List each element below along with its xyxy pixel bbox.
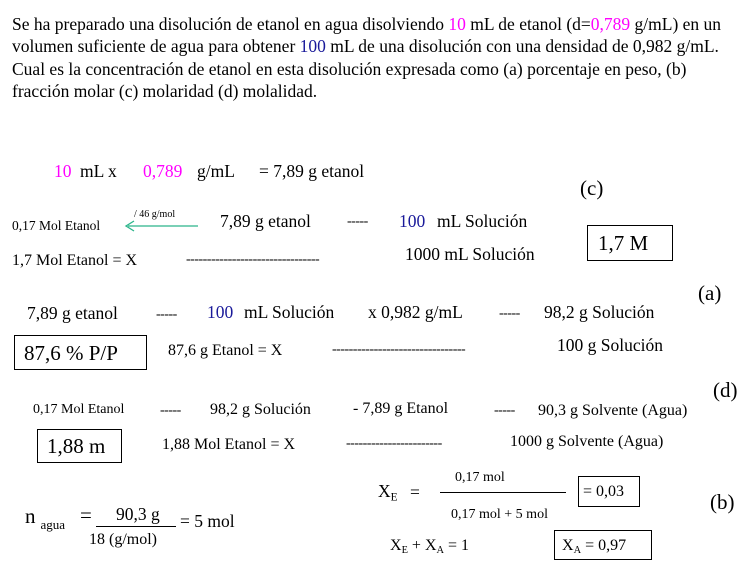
part-c-separator: ----- [347,214,368,229]
xa-result-box [554,530,652,560]
part-c-mass: 7,89 g etanol [220,211,311,231]
mass-calc-volume: 10 [54,161,72,181]
mass-calc-density: 0,789 [143,161,183,181]
xe-result: = 0,03 [583,483,625,500]
part-a-density: x 0,982 g/mL [368,302,463,322]
problem-statement: Se ha preparado una disolución de etanol en agua disolviendo 10 mL de etanol (d=0,789 g/mL) en un volumen suficiente de agua para obtener 100 mL de una disolución con una densidad de 0,982 g/mL. Cual es la concentración de etanol en esta disolución expresada como (a) porcentaje en peso, (b) fracción molar (c) molaridad (d) molalidad. [12,14,722,102]
part-d-separator-2: ----- [494,403,515,418]
n-agua-equals: = [80,503,92,527]
part-a-result-box [14,335,147,370]
part-d-minus-etanol: - 7,89 g Etanol [353,400,449,417]
part-a-solution-volume: 100 [207,302,234,322]
xe-equals: = [410,482,420,502]
n-agua-subscript: agua [40,517,66,532]
mole-fraction-sum: $X_E + X_A = 1$ [390,537,470,557]
part-a-unknown: 87,6 g Etanol = X [168,342,283,359]
water-moles: = 5 mol [180,511,235,531]
part-d-unknown: 1,88 Mol Etanol = X [162,436,296,453]
part-a-separator-1: ----- [156,307,177,322]
mass-calc-result: = 7,89 g etanol [259,161,365,181]
n-agua-symbol: n $_{agua}$ [25,504,66,532]
part-d-solvent: 90,3 g Solvente (Agua) [538,402,688,419]
water-mass: 90,3 g [116,504,160,524]
part-c-mol-etanol: 0,17 Mol Etanol [12,218,101,233]
part-a-separator-2: ----- [499,306,520,321]
volume-value: 10 [448,14,466,34]
density-value: 0,789 [590,14,631,34]
part-a-dash-line: -------------------------------- [332,342,466,357]
xe-numerator: 0,17 mol [455,470,505,485]
mass-calc-density-unit: g/mL [197,161,235,181]
xe-result-box [578,476,640,507]
part-a-label: (a) [698,281,722,305]
part-a-solution-mass: 98,2 g Solución [544,302,655,322]
part-d-label: (d) [713,378,738,402]
part-d-mol-etanol: 0,17 Mol Etanol [33,402,125,417]
part-a-solution-unit: mL Solución [244,302,335,322]
part-d-solution-mass: 98,2 g Solución [210,401,311,418]
part-c-solution-unit: mL Solución [437,211,528,231]
part-c-solution-volume: 100 [399,211,426,231]
xa-result: $X_A = 0,97$ [562,537,627,557]
xe-fraction-bar [440,492,566,493]
part-d-separator-1: ----- [160,403,181,418]
part-c-dash-line: -------------------------------- [186,252,320,267]
part-a-solution-100: 100 g Solución [557,335,663,355]
water-molar-mass: 18 (g/mol) [89,531,157,548]
part-a-result: 87,6 % P/P [24,341,118,365]
n-agua-fraction-bar [96,526,176,527]
arrow-note: / 46 g/mol [134,209,176,220]
part-c-solution-1000: 1000 mL Solución [405,244,535,264]
part-c-label: (c) [580,176,604,200]
part-d-result-box [37,429,122,463]
part-d-result: 1,88 m [47,434,106,458]
part-c-unknown: 1,7 Mol Etanol = X [12,252,138,269]
solution-volume-value: 100 [299,36,326,57]
part-b-label: (b) [710,490,735,514]
conversion-arrow-icon [120,219,200,233]
part-d-dash-line: ----------------------- [346,436,442,451]
part-c-result: 1,7 M [598,231,649,255]
mass-calc-volume-unit: mL x [80,161,117,181]
part-a-mass: 7,89 g etanol [27,303,118,323]
part-d-solvent-1000: 1000 g Solvente (Agua) [510,433,664,450]
xe-symbol: $X_E$ [378,481,398,504]
part-c-result-box [587,225,673,261]
xe-denominator: 0,17 mol + 5 mol [451,507,548,522]
